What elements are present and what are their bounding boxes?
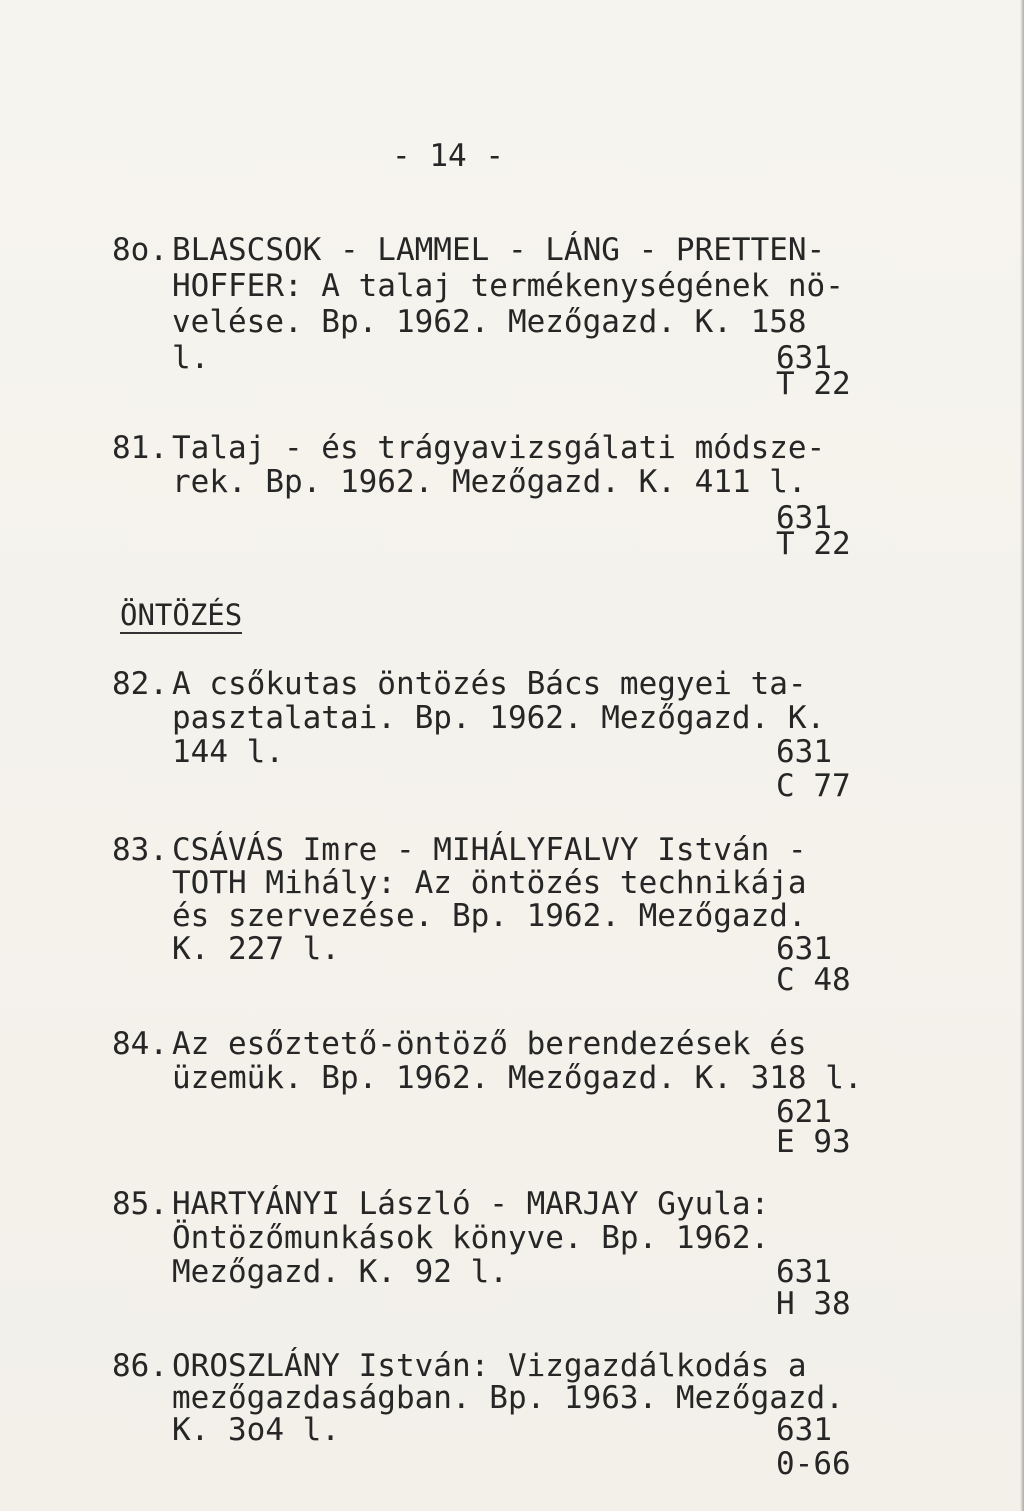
entry-number: 8o. (112, 232, 168, 268)
entry-number: 84. (112, 1026, 168, 1062)
call-number: 621 (776, 1094, 832, 1130)
entry-line: K. 3o4 l. (172, 1412, 340, 1448)
entry-line: BLASCSOK - LAMMEL - LÁNG - PRETTEN- (172, 232, 826, 268)
entry-number: 85. (112, 1186, 168, 1222)
call-number: E 93 (776, 1124, 851, 1160)
call-number: 631 (776, 1412, 832, 1448)
entry-line: HOFFER: A talaj termékenységének nö- (172, 268, 844, 304)
call-number: T 22 (776, 366, 851, 402)
page-edge-shadow (1020, 0, 1024, 1511)
entry-line: 144 l. (172, 734, 284, 770)
entry-line: Az esőztető-öntöző berendezések és (172, 1026, 807, 1062)
entry-number: 86. (112, 1348, 168, 1384)
call-number: 0-66 (776, 1446, 851, 1482)
call-number: 631 (776, 340, 832, 376)
entry-line: mezőgazdaságban. Bp. 1963. Mezőgazd. (172, 1380, 844, 1416)
entry-line: velése. Bp. 1962. Mezőgazd. K. 158 (172, 304, 807, 340)
call-number: H 38 (776, 1286, 851, 1322)
entry-line: TOTH Mihály: Az öntözés technikája (172, 865, 807, 901)
entry-line: Talaj - és trágyavizsgálati módsze- (172, 430, 826, 466)
entry-line: pasztalatai. Bp. 1962. Mezőgazd. K. (172, 700, 826, 736)
entry-number: 81. (112, 430, 168, 466)
call-number: C 48 (776, 962, 851, 998)
call-number: 631 (776, 1254, 832, 1290)
call-number: T 22 (776, 526, 851, 562)
entry-line: rek. Bp. 1962. Mezőgazd. K. 411 l. (172, 464, 807, 500)
call-number: 631 (776, 734, 832, 770)
entry-line: l. (172, 340, 210, 376)
entry-line: Öntözőmunkások könyve. Bp. 1962. (172, 1220, 770, 1256)
entry-line: HARTYÁNYI László - MARJAY Gyula: (172, 1186, 770, 1222)
call-number: C 77 (776, 768, 851, 804)
entry-line: K. 227 l. (172, 931, 340, 967)
section-heading: ÖNTÖZÉS (120, 598, 243, 632)
call-number: 631 (776, 500, 832, 536)
entry-number: 83. (112, 832, 168, 868)
entry-line: üzemük. Bp. 1962. Mezőgazd. K. 318 l. (172, 1060, 863, 1096)
entry-line: CSÁVÁS Imre - MIHÁLYFALVY István - (172, 832, 807, 868)
entry-line: OROSZLÁNY István: Vizgazdálkodás a (172, 1348, 807, 1384)
page-number: - 14 - (392, 138, 504, 174)
call-number: 631 (776, 931, 832, 967)
entry-line: Mezőgazd. K. 92 l. (172, 1254, 508, 1290)
entry-line: A csőkutas öntözés Bács megyei ta- (172, 666, 807, 702)
entry-line: és szervezése. Bp. 1962. Mezőgazd. (172, 898, 807, 934)
entry-number: 82. (112, 666, 168, 702)
